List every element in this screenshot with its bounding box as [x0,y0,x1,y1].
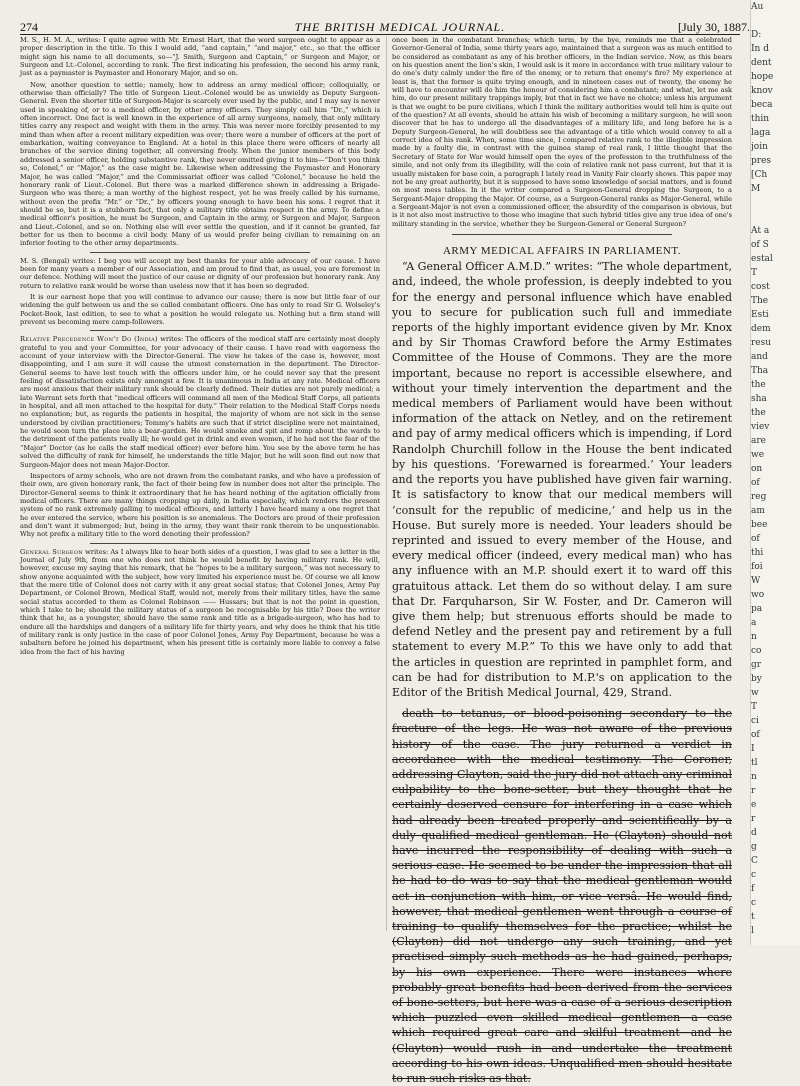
margin-fragment: of [751,478,760,488]
margin-fragment: pa [751,604,763,614]
margin-fragment: and [751,352,768,362]
letter-relative-precedence [20,335,380,469]
letter-heading: General Surgeon [20,547,83,556]
margin-fragment: r [751,814,756,824]
margin-fragment: C [751,856,758,866]
margin-fragment: a [751,618,757,628]
adjacent-page-margin [750,0,800,945]
margin-fragment: we [751,450,765,460]
margin-fragment: tl [751,758,758,768]
margin-fragment: knov [751,86,773,96]
margin-fragment: At a [751,226,770,236]
margin-fragment: the [751,380,766,390]
margin-fragment: co [751,646,762,656]
letter-continuation: once been in the combatant branches; which term, by the bye, reminds me that a celebrated Governor-General of India, some thirty years ago, maintained that a surgeon was as much entitled to be considered as combatant as any of his brother officers, in the Indian service. Now, as this bears on his question anent the lion's skin, I would ask is it more in accordance with true military valour to do one's duty calmly under the fire of the enemy, or to return that enemy's fire? My experience at least is, that the former is quite trying enough, and in nineteen cases out of twenty, the enemy he will have to encounter will do him the honour of considering him a combatant; and what, let me ask him, do our present military trappings imply, but that in fact we have no choice; unless his argument is that we ought to be pure civilians, which I think the military authorities would tell him is quite out of the question? At all events, should he attain his wish of becoming a military surgeon, he will soon discover that he has to undergo all the disadvantages of a military life, and long before he is a Deputy Surgeon-General, he will doubtless see the advantage of a title which would convey to all a correct idea of his rank. When, some time since, I compared relative rank to the illegible impression made by a faulty die, in contrast with the guinea stamp of real rank, I little thought that the Secretary of State for War would himself open the eyes of the profession to the truthfulness of the simile, and not only from its illegibility, will the coin of relative rank not pass current, but that it is usually mistaken for base coin, a paragraph I lately read in Vanity Fair clearly shows. This paper may not be any great authority, but it is supposed to have some knowledge of social matters, and is found on most mess tables. In it the writer compared a Surgeon-General dropping the Surgeon, to a Sergeant-Major dropping the Major. Of course, as a Surgeon-General ranks as Major-General, while a Sergeant-Major is not even a commissioned officer, the absurdity of the comparison is obvious, but is it not also most instructive to those who imagine that such hybrid titles give any true idea of one's military standing in the service, whether they be Surgeon-General or General Surgeon? [392,36,732,228]
separator [90,252,310,253]
page-number: 274 [20,20,38,34]
separator [452,234,672,235]
margin-fragment: T [751,702,758,712]
left-column [20,36,380,659]
margin-fragment: dem [751,324,771,334]
letter-body: writes: As I always like to hear both sides of a question, I was glad to see a letter in the Journal of July 9th, from one who does not think he would benefit by having military rank. He will, however, excuse my saying that his remark, that he “hopes to be a military surgeon,” was not necessary to show anyone acquainted with the subject, how very limited his experience must be. Of course we all know that the mere title of Colonel does not carry with it any great social status; that Colonel Jones, Army Pay Department, or Colonel Brown, Medical Staff, would not, merely from their military titles, have the same social status accorded to them as Colonel Robinson —— Hussars; but that is not the point in question, which I take to be; should the military status of a surgeon be recognisable by his title? Does the writer think that he, as a youngster, should have the same rank and title as a brigade-surgeon, who has had to endure all the hardships and dangers of a military life for thirty years, and why does he think that his title of military rank is only justice in the case of poor Colonel Jones, Army Pay Department, because he was a subaltern before he joined his department, when his present title is certainly more liable to convey a false idea from the fact of his having [20,547,380,656]
margin-fragment: g [751,842,757,852]
margin-fragment: d [751,828,757,838]
margin-fragment: thin [751,114,770,124]
margin-fragment: Tha [751,366,769,376]
margin-fragment: The [751,296,769,306]
margin-fragment: dent [751,58,772,68]
margin-fragment: cost [751,282,770,292]
margin-fragment: c [751,870,757,880]
journal-title: THE BRITISH MEDICAL JOURNAL. [294,20,506,34]
margin-fragment: of [751,534,760,544]
margin-fragment [751,210,800,224]
margin-fragment: beca [751,100,773,110]
margin-fragment: join [751,142,768,152]
letter-ms-bengal: M. S. (Bengal) writes: I beg you will accept my best thanks for your able advocacy of our cause. I have been for many years a member of our Association, and am proud to find that, as usual, you are foremost in our defence. Nothing will meet the justice of our cause or dignity of our profession but honorary rank. Any return to relative rank would be worse than useless now that it has been so degraded. [20,256,380,290]
issue-date: [July 30, 1887. [678,20,750,34]
margin-fragment: the [751,408,766,418]
margin-fragment: am [751,506,765,516]
margin-fragment: M [751,184,761,194]
letter-heading: Relative Precedence Won't Do (India) [20,335,158,344]
margin-fragment: ci [751,716,759,726]
column-gutter [386,36,387,931]
margin-fragment: hope [751,72,774,82]
margin-fragment: gr [751,660,762,670]
margin-fragment: n [751,632,757,642]
margin-fragment: bee [751,520,768,530]
struck-paragraph: death to tetanus, or blood-poisoning secondary to the fracture of the legs. He was not aware of the previous history of the case. The jury returned a verdict in accordance with the medical testimony. The Coroner, addressing Clayton, said the jury did not attach any criminal culpability to the bone-setter, but they thought that he certainly deserved censure for interfering in a case which had already been treated properly and scientifically by a duly qualified medical gentleman. He (Clayton) should not have incurred the responsibility of dealing with such a serious case. He seemed to be under the impression that all he had to do was to say that the medical gentleman would act in conjunction with him, or vice versâ. He would find, however, that medical gentlemen went through a course of training to qualify themselves for the practice; whilst he (Clayton) did not undergo any such training, and yet practised simply such methods as he had gained, perhaps, by his own experience. There were instances where probably great benefits had been derived from the services of bone-setters, but here was a case of a serious description which puzzled even skilled medical gentlemen—a case which required great care and skilful treatment—and he (Clayton) would rush in and undertake the treatment according to his own ideas. Unqualified men should hesitate to run such risks as that. [392,707,732,1086]
margin-fragment: W [751,576,761,586]
general-officer-letter: “A General Officer A.M.D.” writes: “The whole department, and, indeed, the whole profession, is deeply indebted to you for the energy and personal influence which have enabled you to secure for publication such full and immediate reports of the highly important evidence given by Mr. Knox and by Sir Thomas Crawford before the Army Estimates Committee of the House of Commons. They are the more important, because no report is accessible elsewhere, and without your timely intervention the department and the medical members of Parliament would have been without information of the attack on Netley, and on the retirement and pay of army medical officers which is impending, if Lord Randolph Churchill follow in the House the bent indicated by his questions. ‘Forewarned is forearmed.’ Your leaders and the reports you have published have given fair warning. It is satisfactory to know that our medical members will ‘consult for the republic of medicine,’ and help us in the House. But surely more is needed. Your leaders should be reprinted and issued to every member of the House, and every medical officer (indeed, every medical man) who has any influence with an M.P. should exert it to ward off this gratuitous attack. Let them do so without delay. I am sure that Dr. Farquharson, Sir W. Foster, and Dr. Cameron will give them help; but strenuous efforts should be made to defend Netley and the present pay and retirement by a full statement to every M.P.” To this we have only to add that the articles in question are reprinted in pamphlet form, and can be had for distribution to M.P.'s on application to the Editor of the British Medical Journal, 429, Strand. [392,260,732,699]
margin-fragment: viev [751,422,770,432]
margin-fragment: f [751,884,755,894]
margin-fragment: l [751,926,754,936]
margin-fragment: wo [751,590,765,600]
separator [90,543,310,544]
margin-fragment: Au [751,2,764,12]
margin-fragment: foi [751,562,763,572]
parliament-article [392,259,732,700]
margin-fragment: n [751,772,757,782]
margin-fragment: estal [751,254,773,264]
margin-fragment: by [751,674,762,684]
margin-fragment [751,14,800,28]
letter-body: writes: The officers of the medical staff are certainly most deeply grateful to you and your Committee, for your advocacy of their cause. I have read with eagerness the account of your interview with the Director-General. The view he takes of the case is, however, most disappointing, and I am sure it will cause the utmost consternation in the department. The Director-General seems to have lost touch with the officers under him, or he could never say that the present feeling of dissatisfaction exists only amongst a few. It is unanimous in India at any rate. Medical officers are most anxious that their military rank should be clearly defined. Their duties are not purely medical; a late Warrant sets forth that “medical officers will command all men of the Medical Staff Corps, all patients in hospital, and all men attached to the hospital for duty.” Their relation to the Medical Staff Corps needs no explanation; but, as regards the patients in hospital, the majority of whom are not sick in the sense understood by civilian practitioners; Tommy's habits are such that if strict discipline were not maintained, he would soon turn the place into a bear-garden. He would smoke and spit and romp about the wards to the detriment of the patients really ill; he would get in drink and even women, if he had not the fear of the “Major” Doctor (as he calls the staff medical officer) ever before him. You see by the above term he has solved the difficulty of rank for himself, he understands the title Major, but he will soon find out now that Surgeon-Major does not mean Major-Doctor. [20,335,380,469]
margin-fragment: are [751,436,766,446]
margin-fragment: Esti [751,310,769,320]
letter-ms-bengal-cont: It is our earnest hope that you will continue to advance our cause; there is now but little fear of our widening the gulf between us and the so called combatant officers. One has only to read Sir G. Wolseley's Pocket-Book, last edition, to see to what a position he would relegate us. Nothing but a firm stand will prevent us becoming mere camp-followers. [20,292,380,326]
margin-fragment: w [751,688,759,698]
margin-fragment: T [751,268,758,278]
letter-general-surgeon [20,548,380,656]
margin-fragment: t [751,912,755,922]
letter-relative-precedence-cont: Inspectors of army schools, who are not drawn from the combatant ranks, and who have a profession of their own, are given honorary rank, the fact of their being few in number does not alter the principle. The Director-General seems to think it extraordinary that he has heard nothing of the agitation officially from medical officers. There are many things cropping up daily, in India especially, which renders the present system of no rank extremely galling to medical officers, and latterly I have heard many a one regret that he ever entered the service, where his position is so anomalous. The Doctors are proud of their profession and don't want it submerged; but, being in the army, they want their rank therein to be unquestionable. Why not prefix a military title to the word denoting their profession? [20,471,380,539]
margin-fragment: reg [751,492,767,502]
right-column [392,36,732,1086]
margin-fragment: pres [751,156,772,166]
margin-fragment [751,196,800,210]
separator [90,330,310,331]
margin-fragment: I [751,744,755,754]
margin-fragment: e [751,800,757,810]
margin-fragment: laga [751,128,771,138]
margin-fragment: D: [751,30,762,40]
header-rule [20,34,740,35]
letter-ms-hma-cont: Now, another question to settle; namely, how to address an army medical officer; colloquially, or otherwise than officially? The title of Surgeon Lieut.-Colonel would be as unwieldy as Deputy Surgeon-General. Even the shorter title of Surgeon-Major is scarcely ever used by the public, and I may say is never used in speaking of, or to a medical officer, by other army officers. They simply call him “Dr.,” which is often incorrect. One fact is well known in the experience of all army surgeons, namely, that only military titles carry any respect and weight with them in the army. This was never more forcibly presented to my mind than when after a recent military expedition was over; there were a number of officers at the port of embarkation, waiting conveyance to England. At a hotel in this place there were officers of nearly all branches of the service dining together, all conversing freely. When the junior members of this body addressed a senior officer, holding substantive rank, they never omitted giving it to him—“Don't you think so, Colonel,” or “Major,” as the case might be. Likewise when addressing the Paymaster and Honorary Major, he was called “Major,” and the Commissariat officer was called “Colonel,” because he held the honorary rank of Lieut.-Colonel. But there was a marked difference shown in addressing a Brigade-Surgeon who was there; a man worthy of the highest respect, yet he was freely called by his surname, without even the prefix “Mr.” or “Dr.,” by officers young enough to have been his sons. I regret that it should be so, but it is a stubborn fact, that only a military title obtains respect in the army. To define a medical officer's position, he must be Surgeon, and Captain in the army, or Surgeon and Major, Surgeon and Lieut.-Colonel, and so on. Nothing else will ever settle the question, and if it cannot be granted, far better for us then to become a civil body. Many of us would prefer being civilian to remaining on an inferior footing to the other army departments. [20,80,380,248]
margin-fragment: r [751,786,756,796]
margin-fragment: sha [751,394,767,404]
margin-fragment: thi [751,548,764,558]
letter-ms-hma: M. S., H. M. A., writes: I quite agree with Mr. Ernest Hart, that the word surgeon ought to appear as a proper description in the title. To this I would add, “and captain,” “and major,” etc., so that the officer might sign his name to all documents, so—“J. Smith, Surgeon and Captain,” or Surgeon and Major, or Surgeon and Lt.-Colonel, according to rank. The first indicating his profession, the second his army rank, just as a paymaster is Paymaster and Honorary Major, and so on. [20,36,380,78]
margin-fragment: [Ch [751,170,768,180]
margin-fragment: of [751,730,760,740]
margin-fragment: on [751,464,763,474]
struck-through-text [392,706,732,1086]
margin-fragment: In d [751,44,769,54]
margin-fragment: resu [751,338,772,348]
margin-fragment: of S [751,240,769,250]
margin-fragment: c [751,898,757,908]
section-title: ARMY MEDICAL AFFAIRS IN PARLIAMENT. [442,244,682,257]
